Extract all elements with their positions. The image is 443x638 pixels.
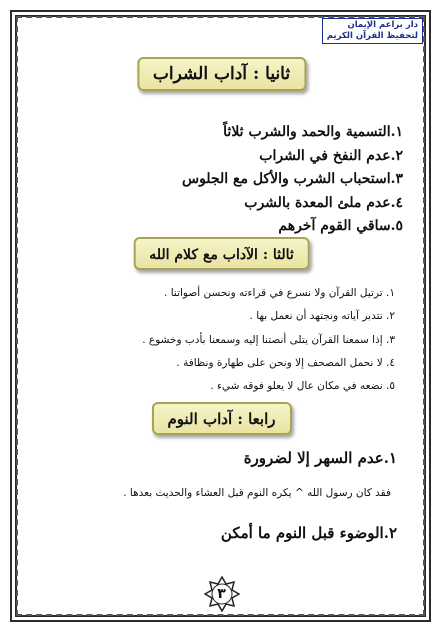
- list-item: ٤. لا نحمل المصحف إلا ونحن على طهارة ونظافة .: [176, 356, 395, 369]
- list-item: ٤.عدم ملئ المعدة بالشرب: [244, 194, 403, 211]
- list-item: ٣.استحباب الشرب والأكل مع الجلوس: [181, 171, 403, 187]
- list-item: ٥. نضعه في مكان عال لا يعلو فوقه شيء .: [210, 380, 395, 393]
- list-item: ٣. إذا سمعنا القرآن يتلى أنصتنا إليه وسمعنا بأدب وخشوع .: [142, 333, 395, 346]
- school-subtitle: لتحفيظ القرآن الكريم: [326, 31, 418, 41]
- page-number: ٣: [217, 586, 226, 602]
- page-number-badge: [204, 576, 240, 612]
- section-banner-quran: [133, 237, 310, 270]
- sleep-item-2: ٢.الوضوء قبل النوم ما أمكن: [220, 524, 397, 542]
- section-title-sleep: رابعا : آداب النوم: [167, 410, 276, 428]
- section-banner-drinking: [137, 57, 306, 91]
- drinking-etiquette-list: [182, 121, 403, 239]
- list-item: ٢.عدم النفخ في الشراب: [259, 147, 403, 164]
- quran-etiquette-list: [142, 282, 395, 398]
- section-banner-sleep: [151, 402, 291, 435]
- sleep-item-1-text: فقد كان رسول الله ^ يكره النوم قبل العشاء والحديث بعدها .: [123, 487, 391, 499]
- school-name: دار براعم الإيمان: [347, 20, 418, 30]
- list-item: ٥.ساقي القوم آخرهم: [278, 218, 403, 234]
- section-title-drinking: ثانيا : آداب الشراب: [152, 64, 291, 84]
- list-item: ٢. نتدبر آياته ونجتهد أن نعمل بها .: [249, 310, 395, 323]
- list-item: ١. ترتيل القرآن ولا نسرع في قراءته ونحسن أصواتنا .: [164, 287, 395, 299]
- sleep-item-1: ١.عدم السهر إلا لضرورة: [243, 449, 397, 467]
- section-title-quran: ثالثا : الآداب مع كلام الله: [149, 247, 294, 263]
- school-stamp: [322, 18, 423, 44]
- list-item: ١.التسمية والحمد والشرب ثلاثاً: [223, 124, 403, 140]
